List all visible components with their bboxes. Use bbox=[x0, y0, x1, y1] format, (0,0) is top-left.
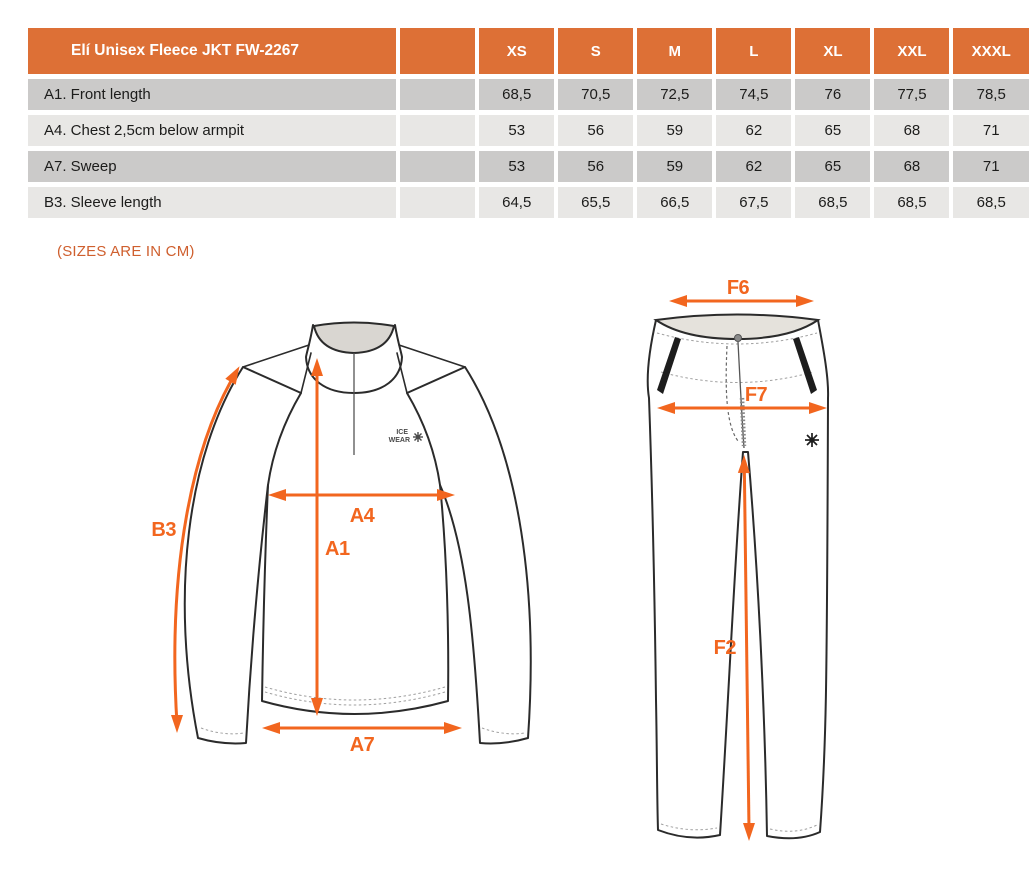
value-cell: 56 bbox=[558, 151, 633, 182]
value-cell: 62 bbox=[716, 115, 791, 146]
snowflake-icon bbox=[413, 432, 423, 442]
f6-label: F6 bbox=[726, 280, 750, 299]
table-row-sleeve-length bbox=[28, 187, 1029, 218]
a1-label: A1 bbox=[325, 538, 350, 560]
right-hem-stitch bbox=[770, 825, 817, 831]
collar-inner bbox=[314, 323, 394, 354]
left-hem-stitch bbox=[661, 824, 717, 830]
b3-label: B3 bbox=[151, 519, 176, 541]
value-cell: 68 bbox=[874, 115, 949, 146]
right-shoulder-yoke bbox=[397, 345, 465, 393]
value-cell: 53 bbox=[479, 151, 554, 182]
value-cell: 64,5 bbox=[479, 187, 554, 218]
product-title: Elí Unisex Fleece JKT FW-2267 bbox=[28, 28, 396, 74]
logo-text-line2: WEAR bbox=[388, 437, 410, 444]
spacer-cell bbox=[400, 187, 475, 218]
row-label: B3. Sleeve length bbox=[28, 187, 396, 218]
jacket-right-sleeve bbox=[407, 367, 531, 743]
size-header-xxxl: XXXL bbox=[953, 28, 1029, 74]
value-cell: 68 bbox=[874, 151, 949, 182]
size-header-s: S bbox=[558, 28, 633, 74]
left-cuff-stitch bbox=[201, 728, 244, 734]
value-cell: 62 bbox=[716, 151, 791, 182]
yoke-stitch bbox=[661, 372, 813, 383]
a4-arrow bbox=[268, 489, 455, 501]
size-header-xxl: XXL bbox=[874, 28, 949, 74]
a1-arrow bbox=[311, 358, 323, 716]
value-cell: 65,5 bbox=[558, 187, 633, 218]
table-row-chest bbox=[28, 115, 1029, 146]
b3-arrow bbox=[171, 363, 245, 733]
value-cell: 65 bbox=[795, 151, 870, 182]
value-cell: 74,5 bbox=[716, 79, 791, 110]
value-cell: 72,5 bbox=[637, 79, 712, 110]
spacer-cell bbox=[400, 79, 475, 110]
value-cell: 53 bbox=[479, 115, 554, 146]
row-label: A4. Chest 2,5cm below armpit bbox=[28, 115, 396, 146]
row-label: A1. Front length bbox=[28, 79, 396, 110]
row-label: A7. Sweep bbox=[28, 151, 396, 182]
table-row-sweep bbox=[28, 151, 1029, 182]
waist-button bbox=[735, 335, 742, 342]
value-cell: 68,5 bbox=[874, 187, 949, 218]
a7-arrow bbox=[262, 722, 462, 734]
value-cell: 77,5 bbox=[874, 79, 949, 110]
sizes-note: (SIZES ARE IN CM) bbox=[57, 243, 195, 260]
snowflake-icon bbox=[805, 433, 819, 447]
size-header-xs: XS bbox=[479, 28, 554, 74]
f2-label: F2 bbox=[713, 637, 736, 659]
left-pocket bbox=[657, 337, 681, 394]
jacket-diagram bbox=[125, 295, 595, 765]
size-header-m: M bbox=[637, 28, 712, 74]
logo-text-line1: ICE bbox=[396, 429, 408, 436]
value-cell: 70,5 bbox=[558, 79, 633, 110]
center-front-seam bbox=[738, 342, 744, 448]
value-cell: 59 bbox=[637, 151, 712, 182]
spacer-cell bbox=[400, 115, 475, 146]
value-cell: 66,5 bbox=[637, 187, 712, 218]
a7-label: A7 bbox=[349, 734, 375, 756]
right-cuff-stitch bbox=[482, 728, 525, 734]
spacer-header-cell bbox=[400, 28, 475, 74]
value-cell: 65 bbox=[795, 115, 870, 146]
value-cell: 71 bbox=[953, 151, 1029, 182]
size-table-header-row bbox=[28, 28, 1029, 74]
jacket-left-sleeve bbox=[185, 367, 301, 743]
hem-stitch bbox=[265, 692, 445, 705]
value-cell: 76 bbox=[795, 79, 870, 110]
value-cell: 78,5 bbox=[953, 79, 1029, 110]
a4-label: A4 bbox=[349, 505, 375, 527]
value-cell: 68,5 bbox=[795, 187, 870, 218]
pants-outline bbox=[648, 320, 828, 838]
left-shoulder-yoke bbox=[243, 345, 311, 393]
size-header-xl: XL bbox=[795, 28, 870, 74]
value-cell: 56 bbox=[558, 115, 633, 146]
fly-stitch bbox=[726, 346, 738, 441]
table-row-front-length bbox=[28, 79, 1029, 110]
icewear-logo bbox=[389, 429, 423, 444]
right-pocket bbox=[793, 337, 817, 394]
size-header-l: L bbox=[716, 28, 791, 74]
value-cell: 71 bbox=[953, 115, 1029, 146]
f7-label: F7 bbox=[744, 384, 768, 406]
pants-diagram bbox=[630, 280, 850, 865]
spacer-cell bbox=[400, 151, 475, 182]
hem-stitch-2 bbox=[265, 687, 445, 700]
size-table-wrapper bbox=[24, 23, 1033, 223]
value-cell: 67,5 bbox=[716, 187, 791, 218]
value-cell: 68,5 bbox=[479, 79, 554, 110]
value-cell: 68,5 bbox=[953, 187, 1029, 218]
value-cell: 59 bbox=[637, 115, 712, 146]
size-table bbox=[24, 23, 1033, 223]
